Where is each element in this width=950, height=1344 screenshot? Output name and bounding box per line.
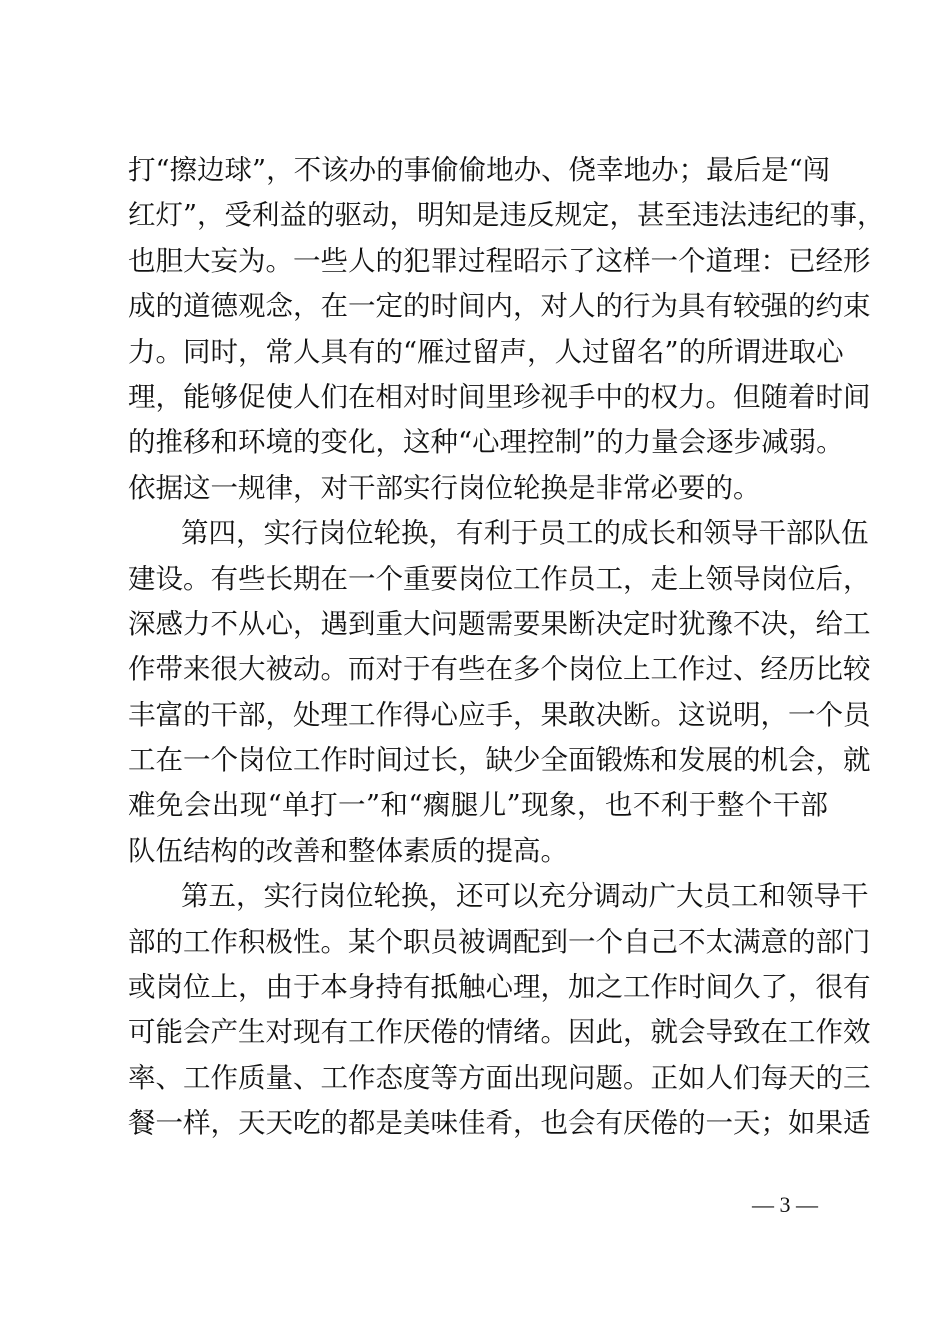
text-line: 红灯”，受利益的驱动，明知是违反规定，甚至违法违纪的事， [128,199,885,232]
body-text [128,148,885,1147]
text-line: 丰富的干部，处理工作得心应手，果敢决断。这说明，一个员 [128,698,871,731]
text-line: 餐一样，天天吃的都是美味佳肴，也会有厌倦的一天；如果适 [128,1107,871,1140]
text-line: 队伍结构的改善和整体素质的提高。 [128,834,568,867]
text-line: 可能会产生对现有工作厌倦的情绪。因此，就会导致在工作效 [128,1016,871,1049]
text-line: 率、工作质量、工作态度等方面出现问题。正如人们每天的三 [128,1061,871,1094]
paragraph-first-line: 第五，实行岗位轮换，还可以充分调动广大员工和领导干 [181,880,869,913]
text-line: 作带来很大被动。而对于有些在多个岗位上工作过、经历比较 [128,653,871,686]
text-line: 或岗位上，由于本身持有抵触心理，加之工作时间久了，很有 [128,971,871,1004]
text-line: 难免会出现“单打一”和“瘸腿儿”现象，也不利于整个干部 [128,789,828,822]
text-line: 的推移和环境的变化，这种“心理控制”的力量会逐步减弱。 [128,426,844,459]
text-line: 打“擦边球”，不该办的事偷偷地办、侥幸地办；最后是“闯 [128,154,831,186]
text-line: 工在一个岗位工作时间过长，缺少全面锻炼和发展的机会，就 [128,744,871,777]
text-line: 依据这一规律，对干部实行岗位轮换是非常必要的。 [128,471,761,504]
text-line: 部的工作积极性。某个职员被调配到一个自己不太满意的部门 [128,925,871,958]
page-number: — 3 — [752,1192,818,1217]
text-line: 建设。有些长期在一个重要岗位工作员工，走上领导岗位后， [128,562,871,595]
text-line: 也胆大妄为。一些人的犯罪过程昭示了这样一个道理：已经形 [128,244,871,277]
text-line: 力。同时，常人具有的“雁过留声，人过留名”的所谓进取心 [128,335,844,368]
text-line: 理，能够促使人们在相对时间里珍视手中的权力。但随着时间 [128,380,871,413]
text-line: 深感力不从心，遇到重大问题需要果断决定时犹豫不决，给工 [128,607,871,640]
text-line: 成的道德观念，在一定的时间内，对人的行为具有较强的约束 [128,290,871,323]
paragraph-first-line: 第四，实行岗位轮换，有利于员工的成长和领导干部队伍 [181,517,869,550]
